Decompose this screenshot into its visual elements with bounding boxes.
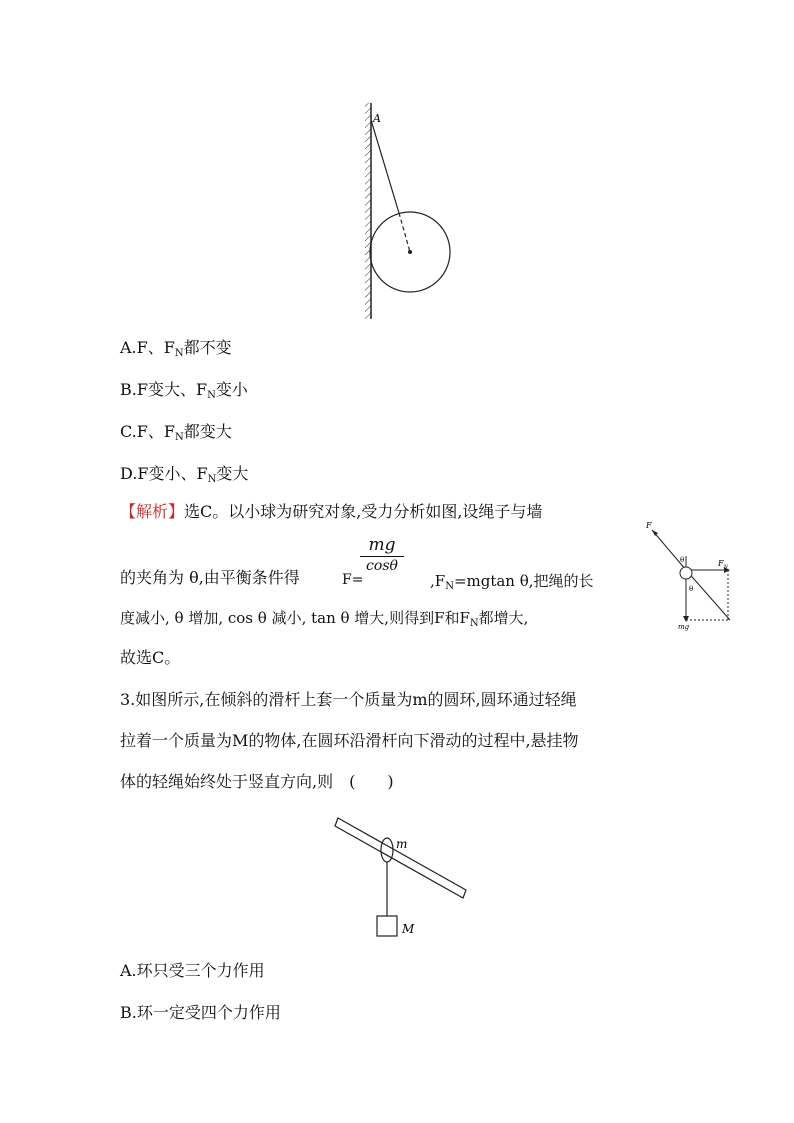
q3-line-3: 体的轻绳始终处于竖直方向,则 ( ) (120, 772, 394, 791)
rope (371, 120, 399, 213)
analysis-line-3: 度减小, θ 增加, cos θ 减小, tan θ 增大,则得到F和$F_N$都增大, (120, 609, 529, 629)
label-mg: mg (678, 623, 690, 631)
formula-lhs: F= (342, 572, 364, 588)
q3-line-1: 3.如图所示,在倾斜的滑杆上套一个质量为m的圆环,圆环通过轻绳 (120, 690, 577, 709)
force-diagram (640, 518, 740, 634)
ball-center (408, 250, 412, 254)
q3-line-2: 拉着一个质量为M的物体,在圆环沿滑杆向下滑动的过程中,悬挂物 (120, 731, 579, 750)
analysis-line-1: 【解析】选C。以小球为研究对象,受力分析如图,设绳子与墙 (120, 502, 543, 521)
label-theta-1: θ (680, 556, 685, 564)
option-d: D.F变小、$F_N$变大 (120, 464, 249, 485)
label-theta-2: θ (689, 585, 694, 593)
fraction-numerator: mg (368, 535, 396, 555)
label-m: m (396, 837, 408, 851)
rope-extension-dashed (399, 213, 410, 252)
q3-option-b: B.环一定受四个力作用 (120, 1003, 281, 1022)
q3-option-a: A.环只受三个力作用 (120, 961, 265, 980)
force-F-arrow (652, 530, 686, 570)
analysis-line-2: 的夹角为 θ,由平衡条件得 (120, 568, 300, 587)
label-F: F (646, 521, 652, 530)
analysis-line-4: 故选C。 (120, 648, 181, 667)
ball-small (680, 567, 692, 579)
label-M: M (402, 922, 415, 936)
wall-hatching (365, 103, 371, 319)
option-a: A.F、$F_N$都不变 (120, 338, 232, 359)
analysis-line-2-rest: $,F_N=mgtan$ θ,把绳的长 (430, 572, 594, 592)
formula-fraction (360, 534, 404, 575)
label-A: A (373, 112, 381, 125)
diagonal-line (686, 570, 730, 620)
block-M (377, 916, 397, 936)
label-FN: $F_N$ (718, 559, 728, 570)
option-b: B.F变大、$F_N$变小 (120, 380, 248, 401)
option-c: C.F、$F_N$都变大 (120, 422, 232, 443)
fraction-denominator: cosθ (366, 558, 398, 574)
ring-rod-figure (330, 810, 475, 942)
wall-ball-figure (355, 95, 465, 325)
analysis-label: 【解析】 (120, 502, 185, 521)
inclined-rod (335, 818, 466, 898)
